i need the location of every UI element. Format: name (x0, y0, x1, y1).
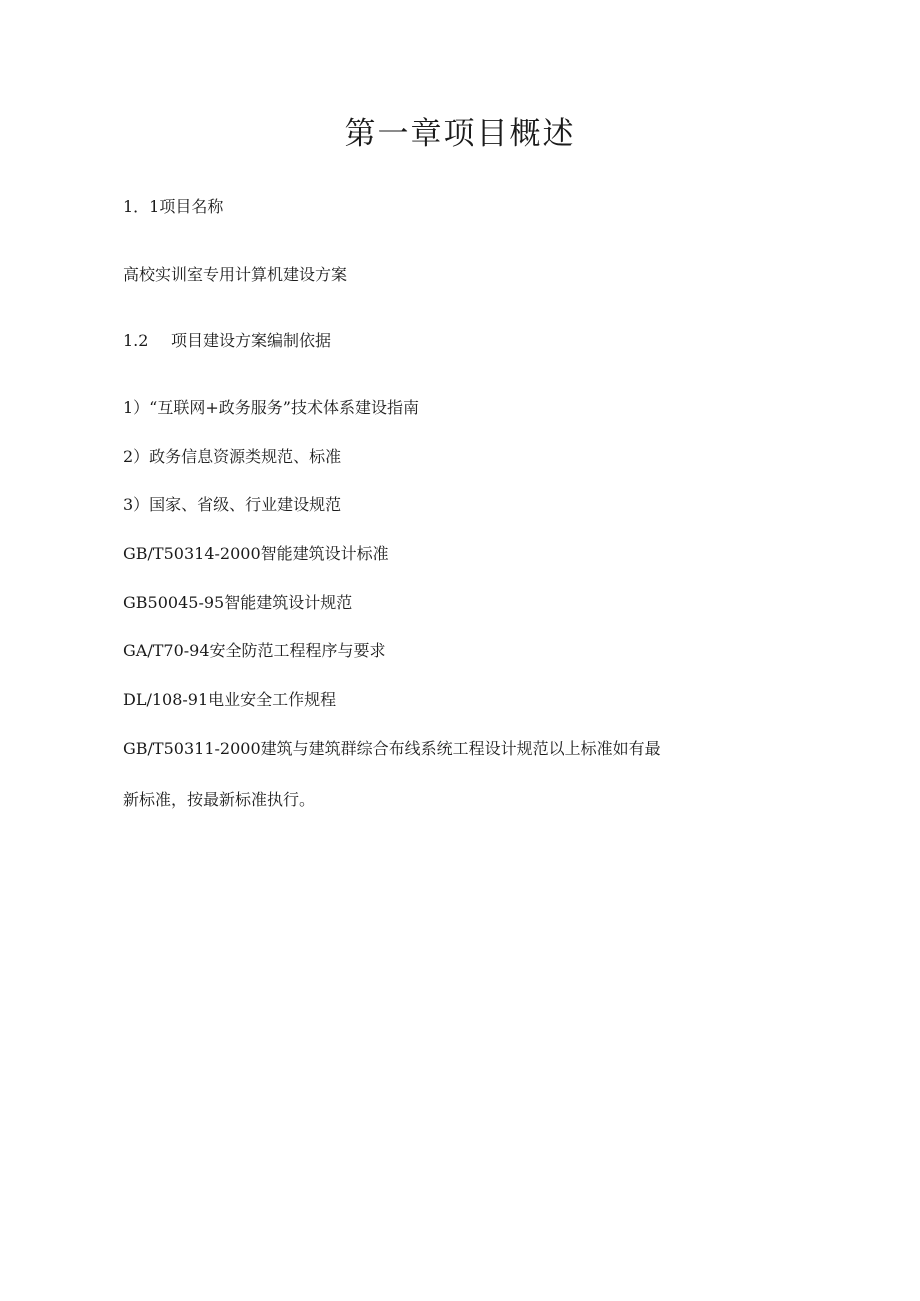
standard-item-4: DL/108-91电业安全工作规程 (123, 690, 337, 709)
section-1-1-heading (123, 196, 223, 218)
basis-item-3: 3）国家、省级、行业建设规范 (123, 495, 342, 514)
basis-item-1: 1）“互联网+政务服务”技术体系建设指南 (123, 398, 419, 417)
standard-item-3: GA/T70-94安全防范工程程序与要求 (123, 641, 386, 660)
project-name: 高校实训室专用计算机建设方案 (123, 265, 348, 284)
section-1-2-number: 1.2 (123, 331, 149, 350)
standard-item-5: GB/T50311-2000建筑与建筑群综合布线系统工程设计规范以上标准如有最 (123, 739, 661, 758)
closing-line: 新标准，按最新标准执行。 (123, 790, 316, 809)
section-1-2-label: 项目建设方案编制依据 (171, 331, 332, 350)
chapter-title: 第一章项目概述 (344, 116, 576, 152)
standard-item-1: GB/T50314-2000智能建筑设计标准 (123, 544, 389, 563)
basis-item-2: 2）政务信息资源类规范、标准 (123, 447, 342, 466)
standard-item-2: GB50045-95智能建筑设计规范 (123, 593, 353, 612)
section-1-1-number: 1．1 (123, 197, 160, 216)
section-1-2-heading (123, 330, 331, 352)
section-1-1-label: 项目名称 (159, 197, 224, 216)
